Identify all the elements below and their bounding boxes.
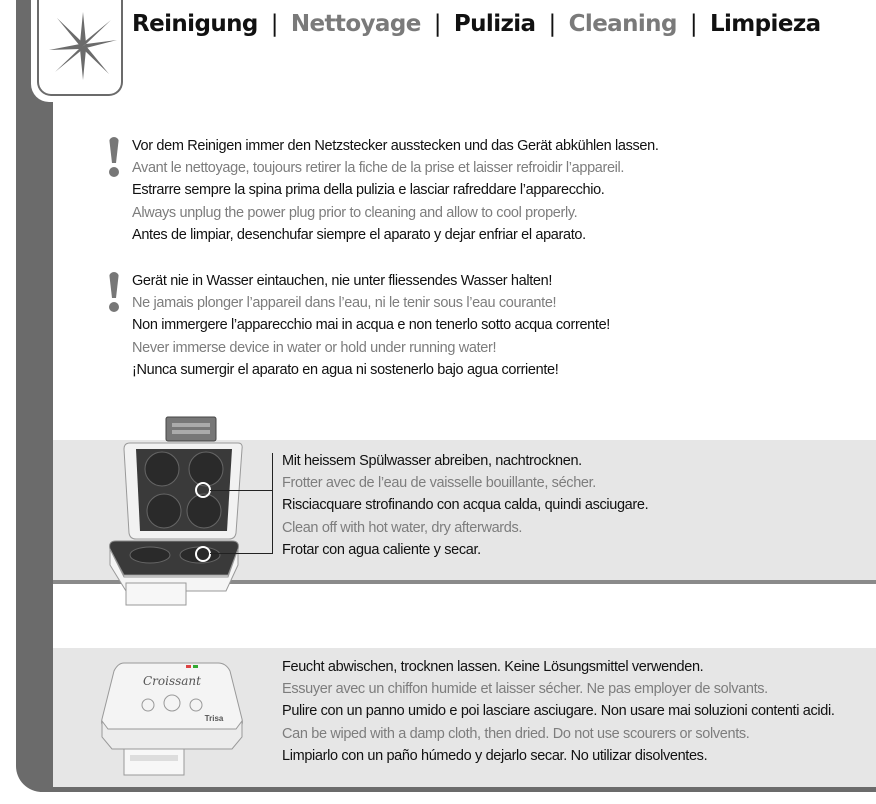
device-brand-script: Croissant — [142, 674, 202, 688]
section-line-it: Pulire con un panno umido e poi lasciare asciugare. Non usare mai soluzioni contenti acidi. — [282, 703, 835, 720]
warning-line-fr: Avant le nettoyage, toujours retirer la fiche de la prise et laisser refroidir l’appareil. — [132, 160, 625, 177]
section-line-es: Frotar con agua caliente y secar. — [282, 541, 481, 558]
section-line-fr: Frotter avec de l’eau de vaisselle bouillante, sécher. — [282, 475, 596, 492]
title-separator: | — [689, 11, 697, 37]
page-title — [132, 8, 821, 40]
warning-line-es: Antes de limpiar, desenchufar siempre el aparato y dejar enfriar el aparato. — [132, 226, 586, 243]
device-brand: Trisa — [204, 714, 224, 723]
title-separator: | — [270, 11, 278, 37]
title-spanish: Limpieza — [709, 11, 821, 37]
section-line-en: Can be wiped with a damp cloth, then dried. Do not use scourers or solvents. — [282, 725, 750, 742]
open-device-illustration — [100, 415, 245, 615]
warning-line-it: Non immergere l’apparecchio mai in acqua e non tenerlo sotto acqua corrente! — [132, 317, 610, 334]
warning-line-en: Never immerse device in water or hold under running water! — [132, 339, 497, 356]
section-line-es: Limpiarlo con un paño húmedo y dejarlo secar. No utilizar disolventes. — [282, 747, 708, 764]
closed-device-illustration — [96, 655, 246, 783]
callout-line — [210, 490, 272, 491]
sparkle-star-icon — [47, 10, 119, 82]
title-german: Reinigung — [132, 11, 258, 37]
warning-line-de: Vor dem Reinigen immer den Netzstecker ausstecken und das Gerät abkühlen lassen. — [132, 138, 659, 154]
callout-line — [210, 553, 272, 554]
warning-line-de: Gerät nie in Wasser eintauchen, nie unter fliessendes Wasser halten! — [132, 273, 553, 289]
title-english: Cleaning — [568, 11, 677, 37]
warning-line-en: Always unplug the power plug prior to cleaning and allow to cool properly. — [132, 204, 578, 221]
exclamation-icon — [104, 272, 124, 318]
title-italian: Pulizia — [453, 11, 536, 37]
cleaning-logo — [37, 0, 123, 96]
sidebar-rail — [16, 0, 53, 792]
title-separator: | — [548, 11, 556, 37]
bottom-rule — [40, 787, 876, 792]
section-line-de: Mit heissem Spülwasser abreiben, nachtrocknen. — [282, 453, 582, 469]
callout-bracket — [272, 453, 273, 554]
warning-line-es: ¡Nunca sumergir el aparato en agua ni sostenerlo bajo agua corriente! — [132, 361, 559, 378]
section-line-it: Risciacquare strofinando con acqua calda, quindi asciugare. — [282, 497, 649, 514]
warning-line-fr: Ne jamais plonger l’appareil dans l’eau, ni le tenir sous l’eau courante! — [132, 295, 557, 312]
section-line-de: Feucht abwischen, trocknen lassen. Keine Lösungsmittel verwenden. — [282, 659, 704, 675]
section-text-housing — [282, 656, 835, 767]
exclamation-icon — [104, 137, 124, 183]
title-french: Nettoyage — [290, 11, 421, 37]
section-text-plates — [282, 450, 648, 561]
section-line-en: Clean off with hot water, dry afterwards. — [282, 519, 523, 536]
warning-line-it: Estrarre sempre la spina prima della pulizia e lasciar rafreddare l’apparecchio. — [132, 182, 605, 199]
title-separator: | — [433, 11, 441, 37]
section-line-fr: Essuyer avec un chiffon humide et laisser sécher. Ne pas employer de solvants. — [282, 681, 768, 698]
